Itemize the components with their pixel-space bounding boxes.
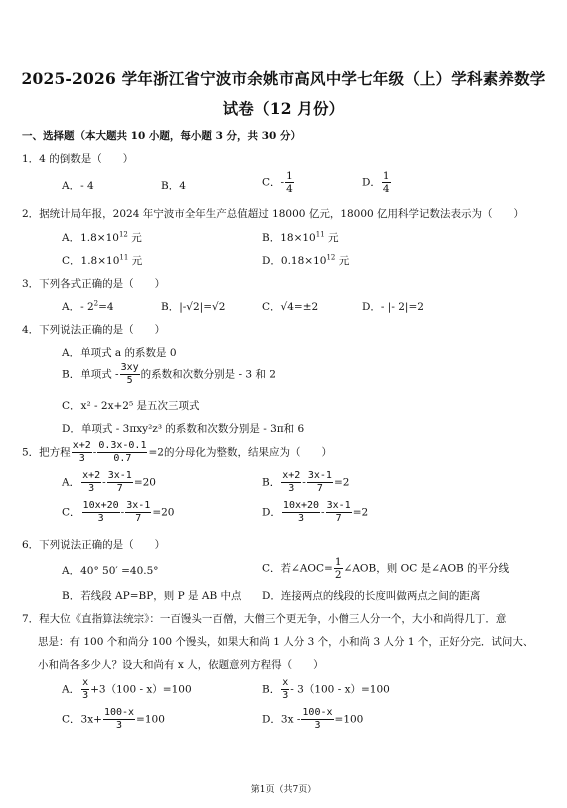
q6-option-d: D．连接两点的线段的长度叫做两点之间的距离 <box>262 590 481 602</box>
q6-option-c: C．若∠AOC= $\frac{1}{2}$ ∠AOB，则 OC 是∠AOB 的平分线 <box>262 556 510 581</box>
question-7-line3: 小和尚各多少人？设大和尚有 x 人，依题意列方程得（ ） <box>38 659 324 671</box>
q7-option-b: B． $\frac{x}{3}$ - 3（100 - x）=100 <box>262 677 390 701</box>
exam-title-line2: 试卷（12 月份） <box>222 99 345 118</box>
question-7-line1: 7．程大位《直指算法统宗》：一百馒头一百僧，大僧三个更无争，小僧三人分一个，大小和尚得几丁．意 <box>22 613 507 625</box>
q5-option-b: B． $\frac{x+2}{3}$ - $\frac{3x-1}{7}$ =2 <box>262 470 350 494</box>
q5-option-c: C． $\frac{10x+20}{3}$ - $\frac{3x-1}{7}$ =20 <box>62 500 175 524</box>
q2-option-c: C．$1.8\times 10^{11}$ 元 <box>62 253 143 267</box>
q6-option-b: B．若线段 AP=BP，则 P 是 AB 中点 <box>62 590 242 602</box>
q3-option-c: C．√4=±2 <box>262 301 319 313</box>
question-5-stem: 5．把方程 $\frac{x+2}{3}$ - $\frac{0.3x-0.1}{0.7}$ =2的分母化为整数，结果应为（ ） <box>22 440 332 464</box>
section-heading: 一、选择题（本大题共 10 小题，每小题 3 分，共 30 分） <box>22 130 301 142</box>
q2-option-b: B．$18\times 10^{11}$ 元 <box>262 230 339 244</box>
question-3-stem: 3．下列各式正确的是（ ） <box>22 278 166 290</box>
q5-option-d: D． $\frac{10x+20}{3}$ - $\frac{3x-1}{7}$ =2 <box>262 500 369 524</box>
q7-option-d: D．3x - $\frac{100-x}{3}$ =100 <box>262 707 364 731</box>
q1-option-b: B．4 <box>161 180 186 192</box>
q4-option-a: A．单项式 a 的系数是 0 <box>62 347 177 359</box>
q1-option-d: D． $\frac{1}{4}$ <box>362 170 390 195</box>
q2-option-a: A．$1.8\times 10^{12}$ 元 <box>62 230 142 244</box>
q5-option-a: A． $\frac{x+2}{3}$ - $\frac{3x-1}{7}$ =20 <box>62 470 156 494</box>
q3-option-d: D．- |- 2|=2 <box>362 301 424 313</box>
q4-option-b: B．单项式 - $\frac{3xy}{5}$ 的系数和次数分别是 - 3 和 2 <box>62 362 276 386</box>
page-footer: 第1页（共7页） <box>250 785 317 795</box>
question-1-stem: 1．4 的倒数是（ ） <box>22 153 134 165</box>
question-6-stem: 6．下列说法正确的是（ ） <box>22 539 166 551</box>
q7-option-c: C．3x+ $\frac{100-x}{3}$ =100 <box>62 707 165 731</box>
question-7-line2: 思是：有 100 个和尚分 100 个馒头，如果大和尚 1 人分 3 个，小和尚 3 人分 1 个，正好分完．试问大、 <box>38 636 534 648</box>
q3-option-a: A．- $2^2=4$ <box>62 299 114 313</box>
q1-option-c: C．- $\frac{1}{4}$ <box>262 170 293 195</box>
q2-option-d: D．$0.18\times 10^{12}$ 元 <box>262 253 350 267</box>
q7-option-a: A． $\frac{x}{3}$ +3（100 - x）=100 <box>62 677 192 701</box>
q6-option-a: A．40° 50′ =40.5° <box>62 565 159 577</box>
q3-option-b: B．|-√2|=√2 <box>161 301 226 313</box>
exam-title-line1: 2025-2026 学年浙江省宁波市余姚市高风中学七年级（上）学科素养数学 <box>21 69 546 88</box>
q4-option-d: D．单项式 - 3πxy²z³ 的系数和次数分别是 - 3π和 6 <box>62 423 305 435</box>
question-2-stem: 2．据统计局年报，2024 年宁波市全年生产总值超过 18000 亿元，18000 亿用科学记数法表示为（ ） <box>22 208 525 220</box>
q1-option-a: A．- 4 <box>62 180 94 192</box>
question-4-stem: 4．下列说法正确的是（ ） <box>22 324 166 336</box>
q4-option-c: C．x² - 2x+2⁵ 是五次三项式 <box>62 400 200 412</box>
